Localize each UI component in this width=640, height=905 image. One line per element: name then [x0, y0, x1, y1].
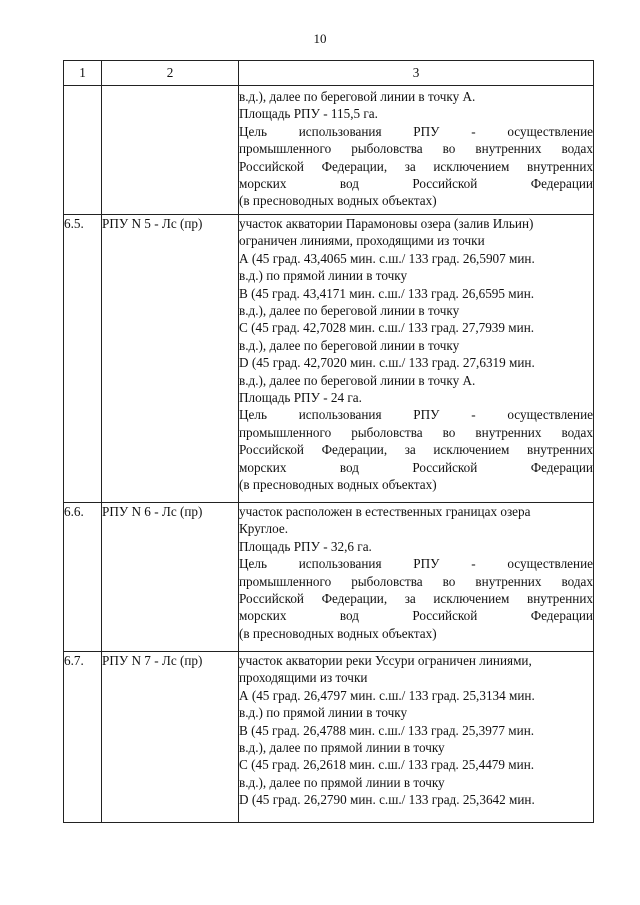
- description-line: участок акватории Парамоновы озера (залив Ильин): [239, 216, 534, 231]
- description-line: С (45 град. 42,7028 мин. с.ш./ 133 град. 27,7939 мин.: [239, 320, 535, 336]
- row-number-cell: [64, 86, 102, 215]
- description-line: морских вод Российской Федерации: [239, 608, 593, 624]
- description-line: В (45 град. 26,4788 мин. с.ш./ 133 град. 25,3977 мин.: [239, 722, 535, 738]
- description-line: морских вод Российской Федерации: [239, 459, 593, 475]
- description-line: морских вод Российской Федерации: [239, 176, 593, 192]
- row-number-cell: 6.5.: [64, 215, 102, 503]
- description-line: С (45 град. 26,2618 мин. с.ш./ 133 град. 25,4479 мин.: [239, 757, 535, 773]
- description-line: промышленного рыболовства во внутренних водах: [239, 141, 593, 157]
- description-line: Площадь РПУ - 115,5 га.: [239, 106, 378, 122]
- description-line: D (45 град. 42,7020 мин. с.ш./ 133 град. 27,6319 мин.: [239, 355, 535, 371]
- table-row: [64, 86, 594, 215]
- table-row: [64, 652, 594, 823]
- description-line: Цель использования РПУ - осуществление: [239, 407, 593, 423]
- table-body: [64, 86, 594, 823]
- area-description-cell: [239, 503, 594, 652]
- column-header-1: 1: [64, 61, 102, 86]
- area-name-cell: [102, 86, 239, 215]
- description-line: в.д.), далее по прямой линии в точку: [239, 774, 445, 790]
- row-number-cell: 6.7.: [64, 652, 102, 823]
- description-line: проходящими из точки: [239, 670, 368, 686]
- description-line: Площадь РПУ - 24 га.: [239, 390, 362, 406]
- description-line: в.д.), далее по береговой линии в точку: [239, 303, 460, 319]
- description-line: Российской Федерации, за исключением внутренних: [239, 158, 593, 174]
- description-line: В (45 град. 43,4171 мин. с.ш./ 133 град. 26,6595 мин.: [239, 285, 535, 301]
- description-line: (в пресноводных водных объектах): [239, 193, 437, 209]
- area-description-cell: [239, 215, 594, 503]
- description-line: А (45 град. 26,4797 мин. с.ш./ 133 град. 25,3134 мин.: [239, 687, 535, 703]
- description-line: Цель использования РПУ - осуществление: [239, 123, 593, 139]
- area-name-cell: РПУ N 5 - Лс (пр): [102, 215, 239, 503]
- description-line: (в пресноводных водных объектах): [239, 477, 437, 493]
- table-header-row: [64, 61, 594, 86]
- description-line: участок акватории реки Уссури ограничен линиями,: [239, 653, 532, 668]
- description-line: в.д.) по прямой линии в точку: [239, 268, 408, 284]
- column-header-2: 2: [102, 61, 239, 86]
- description-line: промышленного рыболовства во внутренних водах: [239, 573, 593, 589]
- description-line: Российской Федерации, за исключением внутренних: [239, 591, 593, 607]
- description-line: в.д.), далее по береговой линии в точку А.: [239, 89, 476, 104]
- description-line: в.д.), далее по береговой линии в точку А.: [239, 372, 476, 388]
- description-line: D (45 град. 26,2790 мин. с.ш./ 133 град. 25,3642 мин.: [239, 792, 535, 808]
- document-table: [63, 60, 594, 823]
- description-line: А (45 град. 43,4065 мин. с.ш./ 133 град. 26,5907 мин.: [239, 250, 535, 266]
- row-number-cell: 6.6.: [64, 503, 102, 652]
- description-line: Круглое.: [239, 521, 289, 537]
- description-line: Цель использования РПУ - осуществление: [239, 556, 593, 572]
- column-header-3: 3: [239, 61, 594, 86]
- table-row: [64, 215, 594, 503]
- description-line: ограничен линиями, проходящими из точки: [239, 233, 485, 249]
- description-line: в.д.), далее по прямой линии в точку: [239, 740, 445, 756]
- description-line: промышленного рыболовства во внутренних водах: [239, 424, 593, 440]
- description-line: в.д.) по прямой линии в точку: [239, 705, 408, 721]
- description-line: участок расположен в естественных границах озера: [239, 504, 531, 519]
- area-description-cell: [239, 652, 594, 823]
- description-line: Российской Федерации, за исключением внутренних: [239, 442, 593, 458]
- description-line: Площадь РПУ - 32,6 га.: [239, 538, 372, 554]
- description-line: в.д.), далее по береговой линии в точку: [239, 337, 460, 353]
- area-description-cell: [239, 86, 594, 215]
- area-name-cell: РПУ N 7 - Лс (пр): [102, 652, 239, 823]
- page-number: 10: [313, 31, 327, 46]
- table-row: [64, 503, 594, 652]
- description-line: (в пресноводных водных объектах): [239, 625, 437, 641]
- area-name-cell: РПУ N 6 - Лс (пр): [102, 503, 239, 652]
